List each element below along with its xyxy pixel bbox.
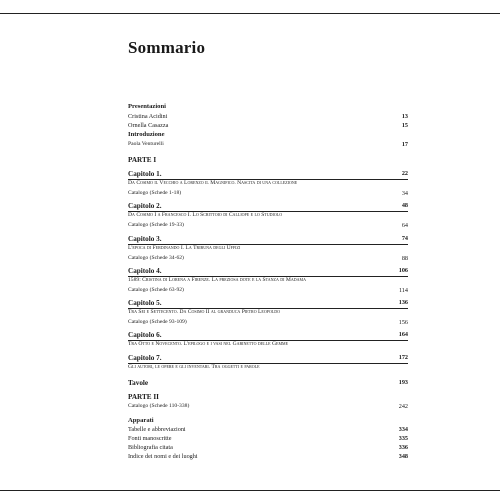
chapter-label: Capitolo 4. <box>128 267 162 275</box>
chapter-page: 74 <box>401 235 408 242</box>
chapter-catalog: Catalogo (Schede 1-18) <box>128 190 182 196</box>
chapter-subtitle: Da Cosimo il Vecchio a Lorenzo il Magnifico. Nascita di una collezione <box>128 180 298 186</box>
chapter-page: 48 <box>401 202 408 209</box>
chapter-label: Capitolo 5. <box>128 299 162 307</box>
chapter-subtitle: L'epoca di Ferdinando I. La Tribuna degli Uffizi <box>128 245 241 251</box>
presentazioni-item-page: 13 <box>401 113 408 120</box>
presentazioni-item-name: Cristina Acidini <box>128 113 168 120</box>
chapter-subtitle: 1589: Cristina di Lorena a Firenze. La preziosa dote e la Stanza di Madama <box>128 277 306 283</box>
chapter-catalog: Catalogo (Schede 34-62) <box>128 255 184 261</box>
chapter-catalog: Catalogo (Schede 19-33) <box>128 222 184 228</box>
chapter-label: Capitolo 6. <box>128 331 162 339</box>
parte-i-heading: PARTE I <box>128 156 157 164</box>
chapter-page: 106 <box>398 267 408 274</box>
presentazioni-item-name: Ornella Casazza <box>128 122 169 129</box>
chapter-page: 136 <box>398 299 408 306</box>
parte-ii-catalog-page: 242 <box>398 403 408 410</box>
parte-ii-heading: PARTE II <box>128 393 159 401</box>
introduzione-author: Paola Venturelli <box>128 141 164 147</box>
apparati-item-label: Bibliografia citata <box>128 444 173 451</box>
apparati-item-label: Fonti manoscritte <box>128 435 172 442</box>
tavole-page: 193 <box>398 379 408 386</box>
apparati-item-page: 336 <box>398 444 408 451</box>
apparati-item-label: Tabelle e abbreviazioni <box>128 426 186 433</box>
chapter-page: 172 <box>398 354 408 361</box>
presentazioni-heading: Presentazioni <box>128 103 166 110</box>
chapter-page: 22 <box>401 170 408 177</box>
top-border <box>0 13 500 14</box>
apparati-item-label: Indice dei nomi e dei luoghi <box>128 453 198 460</box>
apparati-item-page: 335 <box>398 435 408 442</box>
tavole-label: Tavole <box>128 379 149 387</box>
chapter-catalog: Catalogo (Schede 93-109) <box>128 319 187 325</box>
introduzione-heading: Introduzione <box>128 131 165 138</box>
chapter-catalog-page: 88 <box>401 255 408 262</box>
apparati-heading: Apparati <box>128 417 154 424</box>
chapter-catalog-page: 114 <box>398 287 408 294</box>
chapter-page: 164 <box>398 331 408 338</box>
introduzione-page: 17 <box>401 141 408 148</box>
presentazioni-item-page: 15 <box>401 122 408 129</box>
parte-ii-catalog: Catalogo (Schede 110-338) <box>128 403 190 409</box>
chapter-catalog-page: 156 <box>398 319 408 326</box>
chapter-label: Capitolo 3. <box>128 235 162 243</box>
chapter-catalog-page: 34 <box>401 190 408 197</box>
chapter-catalog-page: 64 <box>401 222 408 229</box>
apparati-item-page: 334 <box>398 426 408 433</box>
apparati-item-page: 348 <box>398 453 408 460</box>
chapter-subtitle: Tra Sei e Settecento. Da Cosimo II al granduca Pietro Leopoldo <box>128 309 281 315</box>
chapter-label: Capitolo 2. <box>128 202 162 210</box>
chapter-subtitle: Gli autori, le opere e gli inventari. Tra oggetti e parole <box>128 364 260 370</box>
chapter-subtitle: Tra Otto e Novecento. L'epilogo e i vasi nel Gabinetto delle Gemme <box>128 341 289 347</box>
page-title: Sommario <box>128 38 206 57</box>
chapter-catalog: Catalogo (Schede 63-92) <box>128 287 184 293</box>
chapter-subtitle: Da Cosimo I a Francesco I. Lo Scrittoio di Calliope e lo Studiolo <box>128 212 283 218</box>
bottom-border <box>0 490 500 491</box>
chapter-label: Capitolo 7. <box>128 354 162 362</box>
chapter-label: Capitolo 1. <box>128 170 162 178</box>
